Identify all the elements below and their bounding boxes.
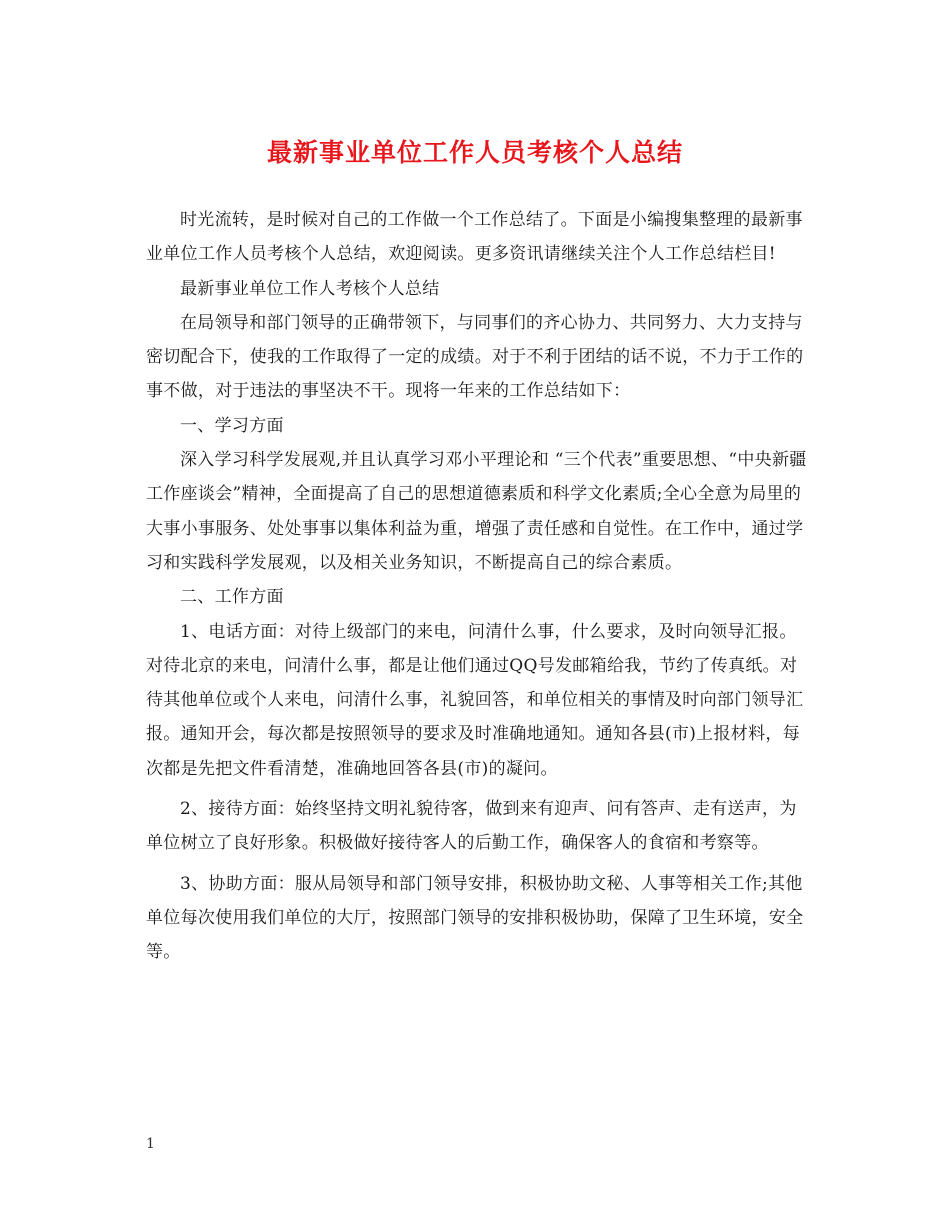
intro-paragraph: 时光流转，是时候对自己的工作做一个工作总结了。下面是小编搜集整理的最新事业单位工作人员考核个人总结，欢迎阅读。更多资讯请继续关注个人工作总结栏目! — [146, 210, 803, 265]
study-paragraph: 深入学习科学发展观,并且认真学习邓小平理论和 “三个代表”重要思想、“中央新疆工作座谈会”精神，全面提高了自己的思想道德素质和科学文化素质;全心全意为局里的大事小事服务、处处事事以集体利益为重，增强了责任感和自觉性。在工作中，通过学习和实践科学发展观，以及相关业务知识，不断提高自己的综合素质。 — [146, 450, 807, 573]
overview-paragraph: 在局领导和部门领导的正确带领下，与同事们的齐心协力、共同努力、大力支持与密切配合下，使我的工作取得了一定的成绩。对于不利于团结的话不说，不力于工作的事不做，对于违法的事坚决不干。现将一年来的工作总结如下： — [146, 312, 804, 402]
assist-paragraph: 3、协助方面：服从局领导和部门领导安排，积极协助文秘、人事等相关工作;其他单位每次使用我们单位的大厅，按照部门领导的安排积极协助，保障了卫生环境，安全等。 — [146, 873, 804, 963]
section-heading-work: 二、工作方面 — [180, 587, 284, 608]
document-title: 最新事业单位工作人员考核个人总结 — [266, 138, 683, 167]
phone-paragraph: 1、电话方面：对待上级部门的来电，问清什么事，什么要求，及时向领导汇报。对待北京的来电，问清什么事，都是让他们通过QQ号发邮箱给我，节约了传真纸。对待其他单位或个人来电，问清什么事，礼貌回答，和单位相关的事情及时向部门领导汇报。通知开会，每次都是按照领导的要求及时准确地通知。通知各县(市)上报材料，每次都是先把文件看清楚，准确地回答各县(市)的凝问。 — [146, 621, 804, 779]
page-number: 1 — [146, 1136, 155, 1152]
document-body — [146, 203, 810, 970]
reception-paragraph: 2、接待方面：始终坚持文明礼貌待客，做到来有迎声、问有答声、走有送声，为单位树立了良好形象。积极做好接待客人的后勤工作，确保客人的食宿和考察等。 — [146, 799, 797, 854]
subtitle-paragraph: 最新事业单位工作人考核个人总结 — [180, 278, 440, 299]
section-heading-study: 一、学习方面 — [180, 415, 284, 436]
